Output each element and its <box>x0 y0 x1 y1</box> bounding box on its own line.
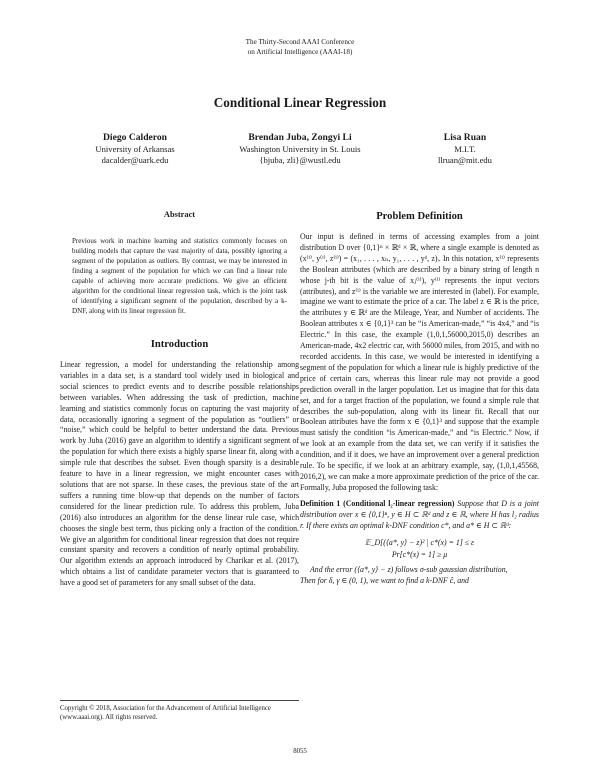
author-affiliation: Washington University in St. Louis <box>239 144 361 154</box>
author-email: {bjuba, zli}@wustl.edu <box>259 155 341 165</box>
author-affiliation: University of Arkansas <box>95 144 175 154</box>
author-affiliation: M.I.T. <box>454 144 476 154</box>
conference-line-2: on Artificial Intelligence (AAAI-18) <box>247 47 353 56</box>
author-name: Brendan Juba, Zongyi Li <box>248 132 352 143</box>
problem-definition-heading: Problem Definition <box>376 211 463 222</box>
definition-error-text: And the error (⟨a*, y⟩ − z) follows σ-sub gaussian distribution, <box>310 565 508 575</box>
conference-line-1: The Thirty-Second AAAI Conference <box>245 38 355 46</box>
equation-probability: Pr[c*(x) = 1] ≥ μ <box>391 550 448 560</box>
author-email: llruan@mit.edu <box>438 155 492 165</box>
introduction-text: Linear regression, a model for understanding the relationship among variables in a data set, is a standard tool widely used in biological and social sciences to predict events and to describe possible relationships between variables. When addressing the task of prediction, machine learning and statistics commonly focus on capturing the vast majority of data, occasionally ignoring a segment of the population as “outliers” or “noise,” which could be helpful to better understand the data. Previous work by Juba (2016) gave an algorithm to identify a significant segment of the population for which there exists a highly sparse linear fit, along with a simple rule that describes the subset. Even though sparsity is a desirable feature to have in a linear regression, we might encounter cases with solutions that are not sparse. In these cases, the previous state of the art suffers a running time blow-up that depends on the number of factors considered for the linear prediction rule. To address this problem, Juba (2016) also introduces an algorithm for the dense linear rule case, which chooses the single best term, thus picking only a fraction of the condition. We give an algorithm for conditional linear regression that does not require constant sparsity and recovers a condition of nearly optimal probability. Our algorithm extends an approach introduced by Charikar et al. (2017), which obtains a list of candidate parameter vectors that is guaranteed to have a good set of parameters for any small subset of the data. <box>60 360 299 588</box>
definition-goal-text: Then for δ, γ ∈ (0, 1), we want to find a k-DNF ĉ, and <box>300 576 469 586</box>
author-block-2 <box>210 132 390 166</box>
author-block-1 <box>60 132 210 166</box>
definition-equations <box>300 537 539 561</box>
definition-text: Suppose that D is a joint distribution over x ∈ {0,1}ⁿ, y ∈ H ⊂ ℝᵈ and z ∈ ℝ, where H has l₂ radius r. If there exists an optimal k-DNF condition c*, and a* ∈ H ⊂ ℝᵈ: <box>300 498 539 530</box>
left-column <box>60 210 299 589</box>
definition-label: Definition 1 (Conditional l₂-linear regression) <box>300 498 455 508</box>
paper-title: Conditional Linear Regression <box>213 95 387 110</box>
copyright-notice: Copyright © 2018, Association for the Advancement of Artificial Intelligence (www.aaai.org). All rights reserved. <box>60 700 299 722</box>
author-name: Diego Calderon <box>102 132 168 143</box>
right-column <box>300 210 539 587</box>
abstract-text: Previous work in machine learning and statistics commonly focuses on building models that capture the vast majority of data, possibly ignoring a segment of the population as outliers. By contrast, we may be interested in finding a segment of the population for which we can find a linear rule capable of achieving more accurate predictions. We give an efficient algorithm for the conditional linear regression task, which is the joint task of identifying a significant segment of the population, described by a k-DNF, along with its linear regression fit. <box>72 237 287 315</box>
abstract-heading: Abstract <box>163 210 196 219</box>
problem-definition-text: Our input is defined in terms of accessing examples from a joint distribution D over {0,1}ⁿ × ℝᵈ × ℝ, where a single example is denoted as (x⁽ⁱ⁾, y⁽ⁱ⁾, z⁽ⁱ⁾) = (x₁, . . . , xₙ, y₁, . . . , yᵈ, z)ᵢ. In this notation, x⁽ⁱ⁾ represents the Boolean attributes (which are described by a binary string of length n whose j-th bit is the value of xⱼ⁽ⁱ⁾), y⁽ⁱ⁾ represents the input vectors (attributes), and z⁽ⁱ⁾ is the variable we are interested in (label). For example, imagine we want to estimate the price of a car. The label z ∈ ℝ is the price, the attributes y ∈ ℝᵈ are the Mileage, Year, and Number of accidents. The Boolean attributes x ∈ {0,1}³ can be “is American-made,” “is 4x4,” and “is Electric.” In this case, the example (1,0,1,56000,2015,0) describes an American-made, 4x2 electric car, with 56000 miles, from 2015, and with no recorded accidents. In this case, we would be interested in identifying a segment of the population for which a linear rule is highly predictive of the price of certain cars, whereas this linear rule may not provide a good prediction overall in the larger population. Let us imagine that for this data set, and for a target fraction of the population, we found a simple rule that describes the sub-population, along with its linear fit. Recall that our Boolean attributes have the form x ∈ {0,1}³ and suppose that the example must satisfy the condition “is American-made,” and “is Electric.” Now, if we look at an example from the data set, we can verify if it satisfies the condition, and if it does, we have an improvement over a general prediction rule. To be specific, if we look at an arbitrary example, say, (1,0,1,45568, 2016,2), we can make a more approximate prediction of the price of the car. Formally, Juba proposed the following task: <box>300 232 539 492</box>
equation-expectation: 𝔼_D[(⟨a*, y⟩ − z)² | c*(x) = 1] ≤ ε <box>364 538 475 548</box>
author-name: Lisa Ruan <box>443 132 487 143</box>
conference-header <box>0 38 600 57</box>
introduction-heading: Introduction <box>150 339 209 350</box>
author-email: dacalder@uark.edu <box>101 155 169 165</box>
definition-1 <box>300 499 539 532</box>
author-block-3 <box>390 132 540 166</box>
page-number: 8055 <box>293 748 307 755</box>
